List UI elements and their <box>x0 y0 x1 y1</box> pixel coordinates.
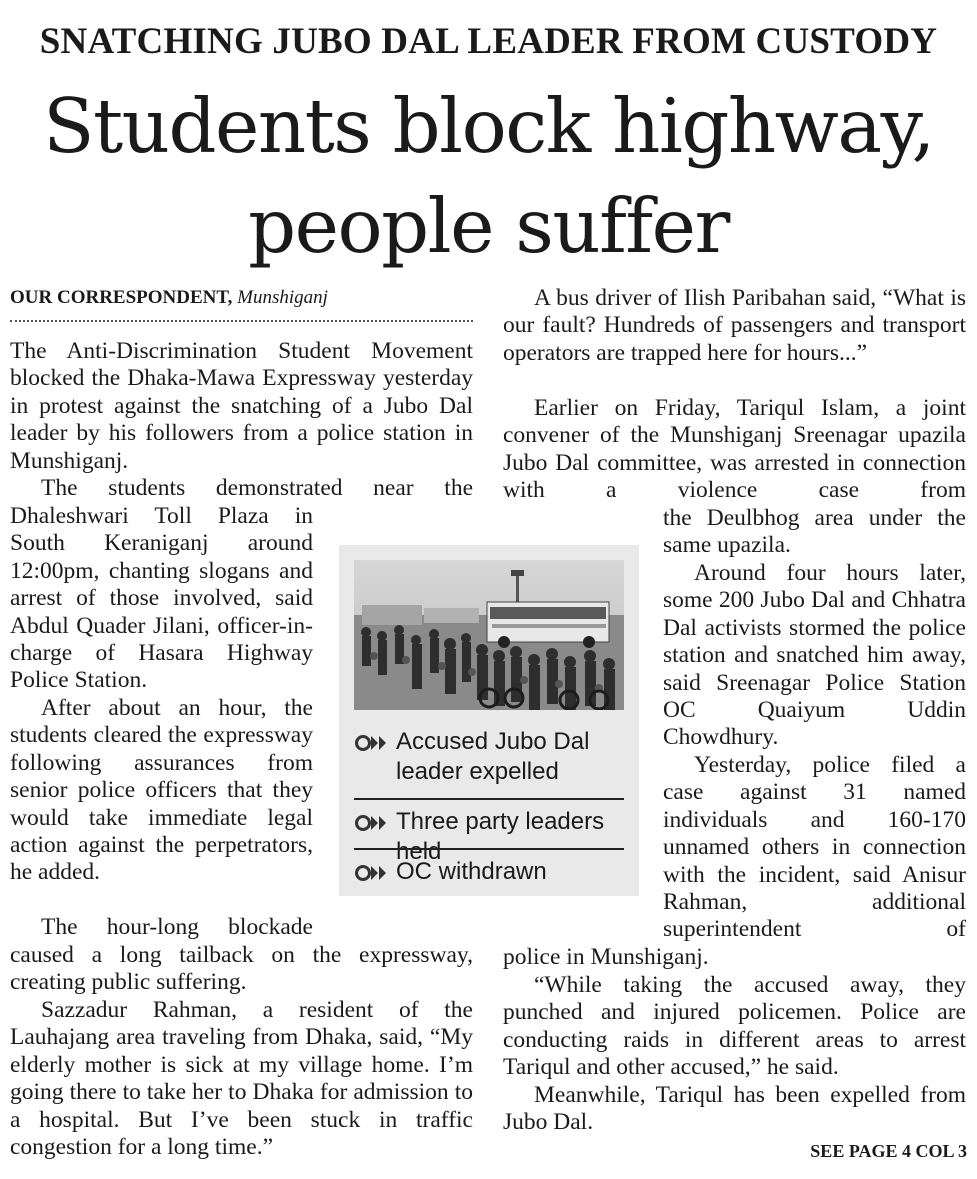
byline <box>10 287 328 309</box>
col2-paragraph-5: “While taking the accused away, they punched and injured policemen. Police are conducting raids in different areas to arrest Tariqul and other accused,” he said. <box>503 972 966 1081</box>
bullet-arrow-icon <box>354 807 396 840</box>
bullet-arrow-icon <box>354 727 396 760</box>
highlight-item <box>354 857 624 890</box>
col1-paragraph-2-start: The students demonstrated near the <box>41 475 473 501</box>
kicker: SNATCHING JUBO DAL LEADER FROM CUSTODY <box>39 21 938 62</box>
col2-paragraph-2-start: Earlier on Friday, Tariqul Islam, a joint convener of the Munshiganj Sreenagar upazila Jubo Dal committee, was arrested in connection with a violence case from <box>503 395 966 504</box>
highlight-text: OC withdrawn <box>396 858 547 885</box>
col1-paragraph-5: Sazzadur Rahman, a resident of the Lauhajang area traveling from Dhaka, said, “My elderly mother is sick at my village home. I’m going there to take her to Dhaka for admission to a hospital. But I’ve been stuck in traffic congestion for a long time.” <box>10 997 473 1161</box>
highlight-text: Accused Jubo Dal leader expelled <box>396 728 590 785</box>
col1-paragraph-3: After about an hour, the students cleared the expressway following assurances from senior police officers that they would take immediate legal action against the perpetrators, he added. <box>10 695 313 886</box>
col1-paragraph-1: The Anti-Discrimination Student Movement blocked the Dhaka-Mawa Expressway yesterday in protest against the snatching of a Jubo Dal leader by his followers from a police station in Munshiganj. <box>10 338 473 474</box>
headline <box>0 76 977 276</box>
col1-paragraph-4-start: The hour-long blockade <box>41 914 313 940</box>
byline-author: OUR CORRESPONDENT, <box>10 287 233 308</box>
col1-paragraph-2-cont: Dhaleshwari Toll Plaza in South Keraniganj around 12:00pm, chanting slogans and arrest of those involved, said Abdul Quader Jilani, officer-in-charge of Hasara Highway Police Station. <box>10 503 313 694</box>
col2-paragraph-3: Around four hours later, some 200 Jubo Dal and Chhatra Dal activists stormed the police station and snatched him away, said Sreenagar Police Station OC Quaiyum Uddin Chowdhury. <box>663 560 966 751</box>
highlight-text: Three party leaders held <box>396 808 605 865</box>
col2-paragraph-2-cont: the Deulbhog area under the same upazila. <box>663 505 966 559</box>
protest-photo <box>354 560 624 710</box>
byline-divider <box>10 320 473 322</box>
highlights-box <box>339 545 639 896</box>
bullet-arrow-icon <box>354 857 396 890</box>
col2-paragraph-4-cont: police in Munshiganj. <box>503 944 709 970</box>
byline-place: Munshiganj <box>237 287 328 308</box>
highlight-divider <box>354 848 624 850</box>
col2-paragraph-1: A bus driver of Ilish Paribahan said, “What is our fault? Hundreds of passengers and transport operators are trapped here for hours...” <box>503 285 966 366</box>
continued-see-page: SEE PAGE 4 COL 3 <box>810 1141 967 1161</box>
highlight-divider <box>354 798 624 800</box>
col2-paragraph-6: Meanwhile, Tariqul has been expelled from Jubo Dal. <box>503 1082 966 1136</box>
highlight-item <box>354 727 624 787</box>
col2-paragraph-4-start: Yesterday, police filed a case against 31 named individuals and 160-170 unnamed others in connection with the incident, said Anisur Rahman, additional superintendent of <box>663 752 966 943</box>
col1-paragraph-4-cont: caused a long tailback on the expressway, creating public suffering. <box>10 942 473 996</box>
headline-line-2: people suffer <box>248 182 729 270</box>
headline-line-1: Students block highway, <box>43 82 934 170</box>
